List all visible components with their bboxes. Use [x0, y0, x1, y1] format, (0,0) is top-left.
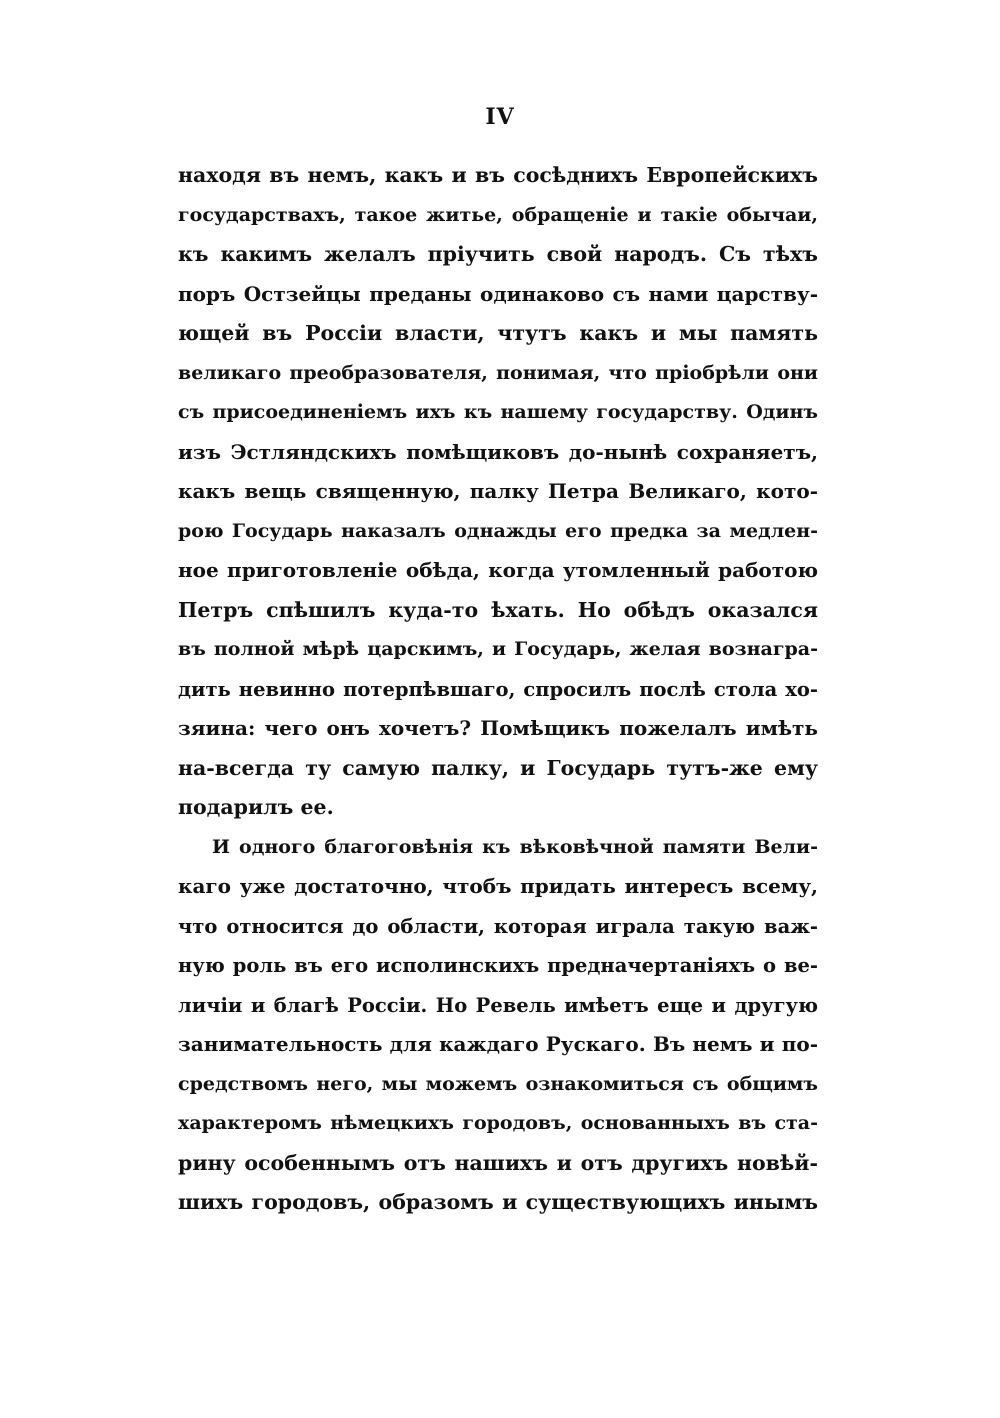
- text-line: ную роль въ его исполинскихъ предначертанiяхъ о ве-: [178, 954, 818, 977]
- text-line: шихъ городовъ, образомъ и существующихъ инымъ: [178, 1190, 818, 1214]
- text-line: къ какимъ желалъ прiучить свой народъ. Съ тѣхъ: [178, 242, 818, 266]
- text-line: дить невинно потерпѣвшаго, спросилъ послѣ стола хо-: [178, 677, 818, 701]
- text-line: съ присоединенiемъ ихъ къ нашему государству. Одинъ: [178, 401, 818, 423]
- text-line: въ полной мѣрѣ царскимъ, и Государь, желая вознагра-: [178, 638, 818, 660]
- paragraph-2: [178, 828, 818, 1223]
- text-line: средствомъ него, мы можемъ ознакомиться съ общимъ: [178, 1072, 818, 1095]
- text-line: рину особеннымъ отъ нашихъ и отъ другихъ новѣй-: [178, 1150, 818, 1175]
- text-line: ющей въ Россiи власти, чтутъ какъ и мы память: [178, 321, 818, 345]
- text-line: Петръ спѣшилъ куда-то ѣхать. Но обѣдъ оказался: [178, 597, 818, 622]
- text-line: зяина: чего онъ хочетъ? Помѣщикъ пожелалъ имѣть: [178, 716, 818, 740]
- text-line: что относится до области, которая играла такую важ-: [178, 914, 818, 938]
- text-line: характеромъ нѣмецкихъ городовъ, основанныхъ въ ста-: [178, 1112, 818, 1134]
- text-line: подарилъ ее.: [178, 795, 334, 819]
- paragraph-1: [178, 156, 818, 828]
- text-line: изъ Эстляндскихъ помѣщиковъ до-нынѣ сохраняетъ,: [178, 439, 818, 464]
- text-line: каго уже достаточно, чтобъ придать интересъ всему,: [178, 874, 818, 898]
- text-line: И одного благоговѣнiя къ вѣковѣчной памяти Вели-: [212, 835, 818, 858]
- text-line: личiи и благѣ Россiи. Но Ревель имѣетъ еще и другую: [178, 993, 818, 1017]
- page-number: IV: [485, 104, 515, 130]
- text-line: какъ вещь священную, палку Петра Великаго, кото-: [178, 479, 818, 503]
- text-line: великаго преобразователя, понимая, что прiобрѣли они: [178, 361, 818, 384]
- text-line: занимательность для каждаго Рускаго. Въ немъ и по-: [178, 1032, 818, 1056]
- text-line: на-всегда ту самую палку, и Государь тутъ-же ему: [178, 755, 818, 780]
- body-text: [178, 156, 818, 1223]
- text-line: находя въ немъ, какъ и въ сосѣднихъ Европейскихъ: [178, 163, 818, 187]
- text-line: государствахъ, такое житье, обращенiе и такiе обычаи,: [178, 203, 818, 226]
- text-line: ное приготовленiе обѣда, когда утомленный работою: [178, 558, 818, 582]
- text-line: поръ Остзейцы преданы одинаково съ нами царству-: [178, 281, 818, 306]
- text-line: рою Государь наказалъ однажды его предка за медлен-: [178, 519, 818, 542]
